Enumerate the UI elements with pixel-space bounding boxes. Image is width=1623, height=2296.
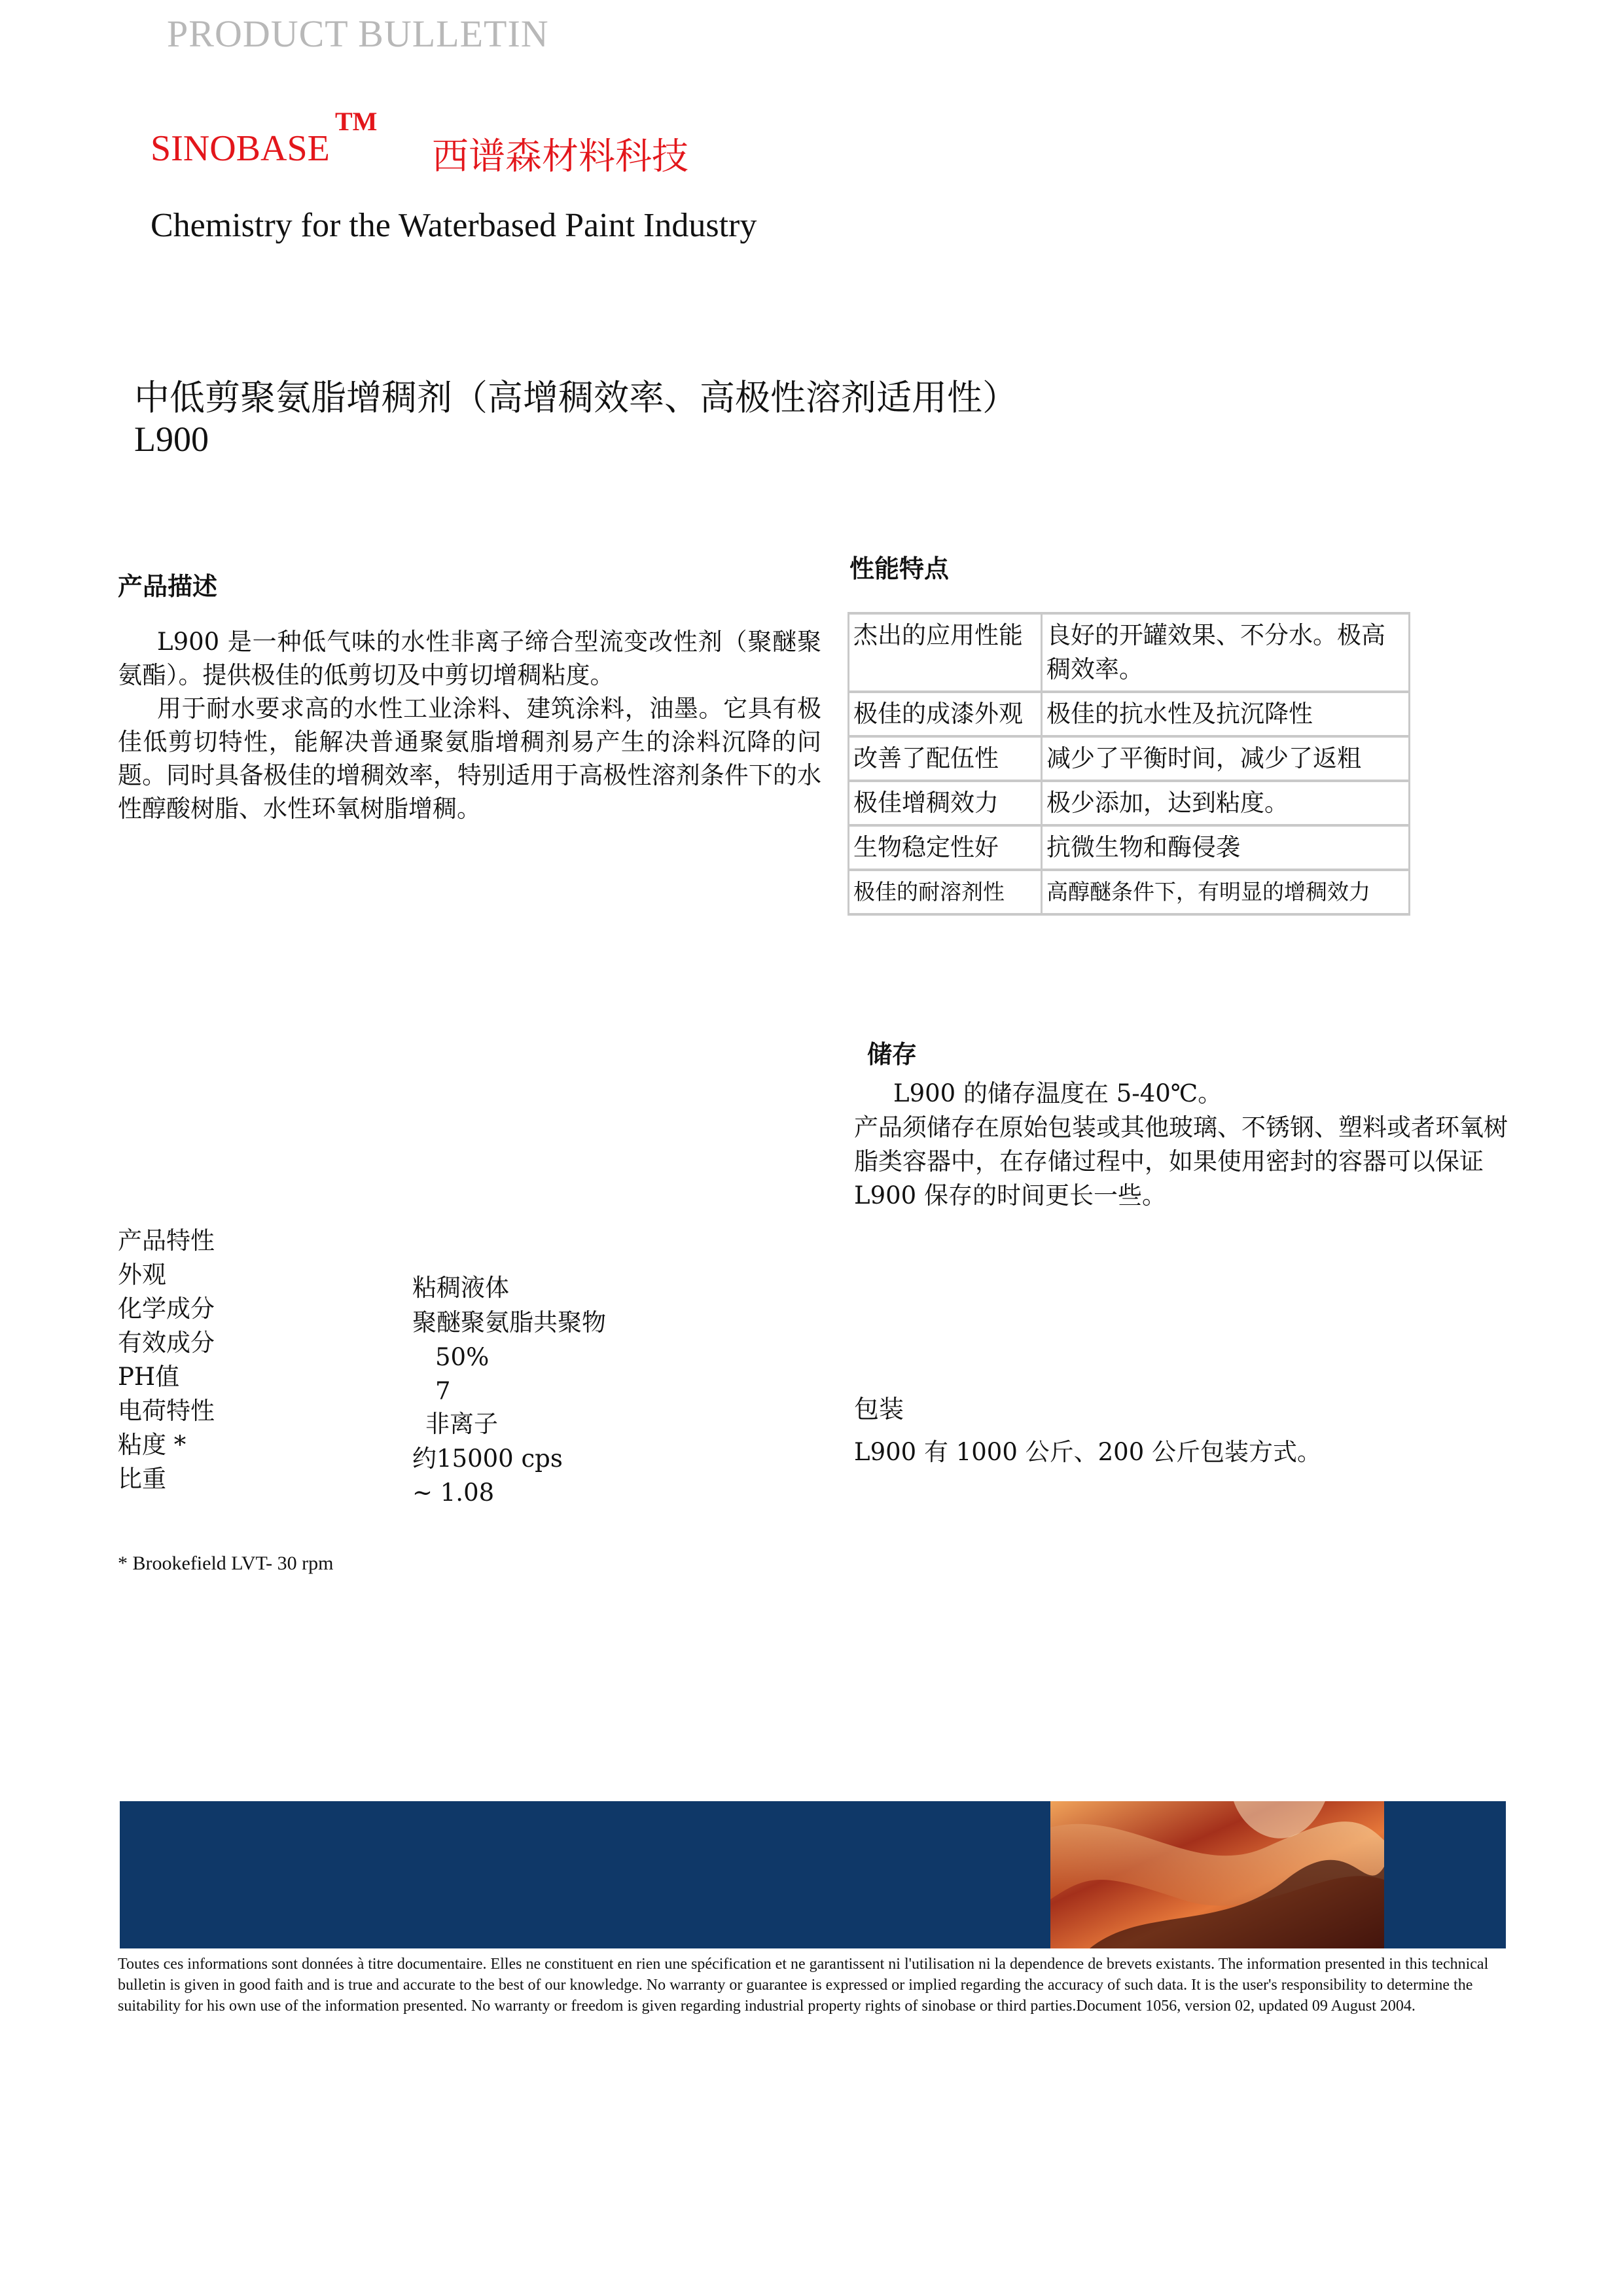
tagline: Chemistry for the Waterbased Paint Industry bbox=[151, 207, 757, 244]
table-row bbox=[849, 870, 1410, 914]
viscosity-note: * Brookefield LVT- 30 rpm bbox=[118, 1552, 334, 1574]
property-label: 外观 bbox=[118, 1261, 166, 1289]
feature-name: 极佳增稠效力 bbox=[849, 781, 1042, 825]
decorative-photo bbox=[1050, 1801, 1384, 1948]
property-value: 聚醚聚氨脂共聚物 bbox=[412, 1308, 606, 1336]
storage-line-2: 产品须储存在原始包装或其他玻璃、不锈钢、塑料或者环氧树脂类容器中，在存储过程中，如果使用密封的容器可以保证 L900 保存的时间更长一些。 bbox=[854, 1113, 1508, 1210]
packaging-heading: 包装 bbox=[854, 1395, 904, 1424]
brand-name-chinese: 西谱森材料科技 bbox=[432, 135, 688, 178]
property-label: PH值 bbox=[118, 1363, 180, 1391]
product-code: L900 bbox=[134, 420, 209, 459]
property-value: 非离子 bbox=[425, 1410, 498, 1438]
property-label: 有效成分 bbox=[118, 1329, 215, 1357]
property-label: 粘度 * bbox=[118, 1431, 187, 1459]
feature-name: 生物稳定性好 bbox=[849, 825, 1042, 870]
feature-desc: 良好的开罐效果、不分水。极高稠效率。 bbox=[1042, 613, 1410, 692]
feature-desc: 高醇醚条件下，有明显的增稠效力 bbox=[1042, 870, 1410, 914]
table-row bbox=[849, 613, 1410, 692]
description-heading: 产品描述 bbox=[118, 572, 218, 601]
feature-name: 极佳的成漆外观 bbox=[849, 692, 1042, 736]
storage-body bbox=[854, 1077, 1508, 1213]
feature-desc: 极佳的抗水性及抗沉降性 bbox=[1042, 692, 1410, 736]
feature-desc: 抗微生物和酶侵袭 bbox=[1042, 825, 1410, 870]
table-row bbox=[849, 825, 1410, 870]
table-row bbox=[849, 736, 1410, 781]
feature-desc: 极少添加，达到粘度。 bbox=[1042, 781, 1410, 825]
disclaimer-text: Toutes ces informations sont données à titre documentaire. Elles ne constituent en rien une spécification et ne garantissent ni l'utilisation ni la dependence de brevets existants. The information presented in this technical bulletin is given in good faith and is true and accurate to the best of our knowledge. No warranty or guarantee is expressed or implied regarding the accuracy of such data. It is the user's responsibility to determine the suitability for his own use of the information presented. No warranty or freedom is given regarding industrial property rights of sinobase or third parties.Document 1056, version 02, updated 09 August 2004. bbox=[118, 1956, 1489, 2015]
property-value: 粘稠液体 bbox=[412, 1274, 509, 1302]
table-row bbox=[849, 781, 1410, 825]
bulletin-label: PRODUCT BULLETIN bbox=[167, 12, 549, 55]
feature-desc: 减少了平衡时间，减少了返粗 bbox=[1042, 736, 1410, 781]
property-value: 7 bbox=[435, 1377, 451, 1405]
property-label: 电荷特性 bbox=[118, 1397, 215, 1425]
property-label: 比重 bbox=[118, 1465, 166, 1493]
description-paragraph-2: 用于耐水要求高的水性工业涂料、建筑涂料，油墨。它具有极佳低剪切特性，能解决普通聚氨脂增稠剂易产生的涂料沉降的问题。同时具备极佳的增稠效率，特别适用于高极性溶剂条件下的水性醇酸树脂、水性环氧树脂增稠。 bbox=[118, 694, 821, 823]
properties-heading: 产品特性 bbox=[118, 1227, 215, 1255]
table-row bbox=[849, 692, 1410, 736]
storage-heading: 储存 bbox=[867, 1040, 918, 1069]
storage-line-1: L900 的储存温度在 5-40℃。 bbox=[893, 1079, 1222, 1107]
feature-name: 杰出的应用性能 bbox=[849, 613, 1042, 692]
brand-name: SINOBASE bbox=[151, 128, 330, 169]
trademark-mark: TM bbox=[335, 107, 378, 136]
property-label: 化学成分 bbox=[118, 1295, 215, 1323]
product-title: 中低剪聚氨脂增稠剂（高增稠效率、高极性溶剂适用性） bbox=[134, 377, 1018, 418]
description-body bbox=[118, 625, 821, 825]
property-value: 50% bbox=[435, 1343, 490, 1371]
feature-name: 改善了配伍性 bbox=[849, 736, 1042, 781]
packaging-text: L900 有 1000 公斤、200 公斤包装方式。 bbox=[854, 1438, 1322, 1466]
feature-name: 极佳的耐溶剂性 bbox=[849, 870, 1042, 914]
property-value: ~ 1.08 bbox=[412, 1479, 495, 1507]
property-value: 约15000 cps bbox=[412, 1444, 563, 1473]
features-heading: 性能特点 bbox=[849, 554, 950, 583]
description-paragraph-1: L900 是一种低气味的水性非离子缔合型流变改性剂（聚醚聚氨酯）。提供极佳的低剪切及中剪切增稠粘度。 bbox=[118, 628, 821, 689]
features-table bbox=[847, 612, 1410, 916]
